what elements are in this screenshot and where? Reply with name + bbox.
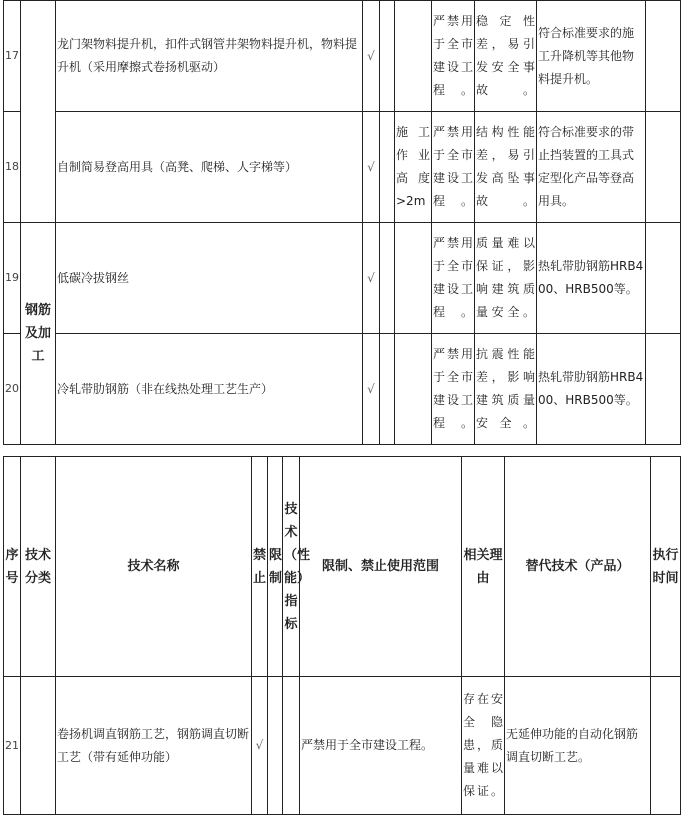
header-reason: 相关理由: [462, 457, 505, 677]
limit-mark: [268, 677, 283, 815]
table-row: [4, 334, 681, 445]
ban-checkmark: √: [363, 1, 380, 112]
limit-mark: [380, 223, 395, 334]
technology-name: 冷轧带肋钢筋（非在线热处理工艺生产）: [56, 334, 363, 445]
related-reason: 抗震性能差，影响建筑质量安全。: [475, 334, 537, 445]
table-row: [4, 1, 681, 112]
exec-time: [651, 677, 681, 815]
tech-index: [395, 223, 432, 334]
header-tech-index: 技术（性能）指标: [283, 457, 300, 677]
related-reason: 结构性能差，易引发高坠事故。: [475, 112, 537, 223]
alternative-technology: 符合标准要求的施工升降机等其他物料提升机。: [537, 1, 646, 112]
limit-mark: [380, 1, 395, 112]
technology-name: 自制简易登高用具（高凳、爬梯、人字梯等）: [56, 112, 363, 223]
usage-scope: 严禁用于全市建设工程。: [432, 334, 475, 445]
header-name: 技术名称: [56, 457, 252, 677]
table-header-row: [4, 457, 681, 677]
usage-scope: 严禁用于全市建设工程。: [300, 677, 462, 815]
technology-name: 龙门架物料提升机，扣件式钢管井架物料提升机，物料提升机（采用摩擦式卷扬机驱动）: [56, 1, 363, 112]
ban-checkmark: √: [363, 112, 380, 223]
limit-mark: [380, 334, 395, 445]
exec-time: [646, 334, 681, 445]
related-reason: 存在安全隐患，质量难以保证。: [462, 677, 505, 815]
header-exec-time: 执行时间: [651, 457, 681, 677]
alternative-technology: 符合标准要求的带止挡装置的工具式定型化产品等登高用具。: [537, 112, 646, 223]
category-cell-empty: [21, 1, 56, 223]
exec-time: [646, 223, 681, 334]
ban-checkmark: √: [363, 223, 380, 334]
row-number: 18: [4, 112, 21, 223]
tech-index: [395, 334, 432, 445]
technology-table-part2: [3, 456, 681, 815]
usage-scope: 严禁用于全市建设工程。: [432, 1, 475, 112]
related-reason: 稳定性差，易引发安全事故。: [475, 1, 537, 112]
table-row: [4, 223, 681, 334]
header-alternative: 替代技术（产品）: [505, 457, 651, 677]
alternative-technology: 无延伸功能的自动化钢筋调直切断工艺。: [505, 677, 651, 815]
limit-mark: [380, 112, 395, 223]
exec-time: [646, 112, 681, 223]
tech-index: [395, 1, 432, 112]
row-number: 19: [4, 223, 21, 334]
related-reason: 质量难以保证，影响建筑质量安全。: [475, 223, 537, 334]
usage-scope: 严禁用于全市建设工程。: [432, 112, 475, 223]
row-number: 20: [4, 334, 21, 445]
tech-index: 施工作业高度>2m: [395, 112, 432, 223]
table-row: [4, 112, 681, 223]
category-cell-empty: [21, 677, 56, 815]
exec-time: [646, 1, 681, 112]
header-ban: 禁止: [252, 457, 268, 677]
row-number: 21: [4, 677, 21, 815]
ban-checkmark: √: [363, 334, 380, 445]
alternative-technology: 热轧带肋钢筋HRB400、HRB500等。: [537, 223, 646, 334]
header-category: 技术分类: [21, 457, 56, 677]
table-row: [4, 677, 681, 815]
header-limit: 限制: [268, 457, 283, 677]
category-rebar: 钢筋及加工: [21, 223, 56, 445]
tech-index: [283, 677, 300, 815]
ban-checkmark: √: [252, 677, 268, 815]
usage-scope: 严禁用于全市建设工程。: [432, 223, 475, 334]
alternative-technology: 热轧带肋钢筋HRB400、HRB500等。: [537, 334, 646, 445]
header-scope: 限制、禁止使用范围: [300, 457, 462, 677]
header-seq: 序号: [4, 457, 21, 677]
technology-name: 低碳冷拔钢丝: [56, 223, 363, 334]
row-number: 17: [4, 1, 21, 112]
technology-name: 卷扬机调直钢筋工艺，钢筋调直切断工艺（带有延伸功能）: [56, 677, 252, 815]
technology-table-part1: [3, 0, 681, 445]
